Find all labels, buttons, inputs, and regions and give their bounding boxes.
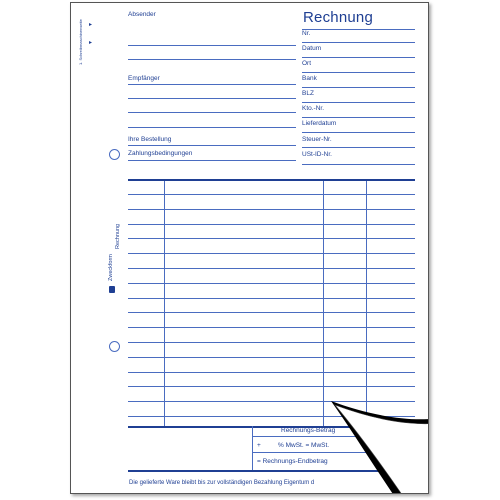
field-steuernr-label: Steuer-Nr. xyxy=(302,136,332,143)
sender-line xyxy=(128,59,296,60)
plus-sign: + xyxy=(257,442,261,449)
field-line xyxy=(302,87,415,88)
field-line xyxy=(302,132,415,133)
order-line xyxy=(128,145,296,146)
payment-line xyxy=(128,160,296,161)
margin-tick-icon: ▸ xyxy=(89,22,93,28)
punch-hole-bottom xyxy=(109,341,120,352)
table-row-line xyxy=(128,194,415,195)
table-column-line xyxy=(323,181,324,426)
field-line xyxy=(302,57,415,58)
field-datum-label: Datum xyxy=(302,45,322,52)
sender-line xyxy=(128,45,296,46)
field-kto-label: Kto.-Nr. xyxy=(302,105,325,112)
margin-tick-icon: ▸ xyxy=(89,40,93,46)
table-row-line xyxy=(128,327,415,328)
table-row-line xyxy=(128,372,415,373)
field-line xyxy=(302,147,415,148)
recipient-label: Empfänger xyxy=(128,75,160,82)
table-row-line xyxy=(128,312,415,313)
margin-side-text: 1. Schreibmaschinenseite xyxy=(78,19,83,65)
title-underline xyxy=(302,29,415,30)
punch-hole-top xyxy=(109,149,120,160)
invoice-form-sheet xyxy=(70,2,429,494)
table-row-line xyxy=(128,386,415,387)
field-nr-label: Nr. xyxy=(302,30,311,37)
page-curl-corner xyxy=(325,395,429,494)
table-top-border xyxy=(128,179,415,181)
items-table xyxy=(128,179,415,426)
field-line xyxy=(302,164,415,165)
sender-label: Absender xyxy=(128,11,156,18)
table-row-line xyxy=(128,209,415,210)
field-lieferdatum-label: Lieferdatum xyxy=(302,120,337,127)
brand-name: Zweckform xyxy=(108,254,114,281)
table-row-line xyxy=(128,298,415,299)
table-row-line xyxy=(128,253,415,254)
side-form-name: Rechnung xyxy=(115,223,121,249)
field-ustid-label: USt-ID-Nr. xyxy=(302,151,332,158)
field-line xyxy=(302,102,415,103)
vat-label: % MwSt. = MwSt. xyxy=(278,442,330,449)
recipient-line xyxy=(128,98,296,99)
field-line xyxy=(302,72,415,73)
field-bank-label: Bank xyxy=(302,75,317,82)
table-row-line xyxy=(128,342,415,343)
payment-label: Zahlungsbedingungen xyxy=(128,150,193,157)
recipient-line xyxy=(128,84,296,85)
field-ort-label: Ort xyxy=(302,60,312,67)
table-row-line xyxy=(128,268,415,269)
recipient-line xyxy=(128,112,296,113)
table-column-line xyxy=(366,181,367,426)
field-line xyxy=(302,42,415,43)
table-row-line xyxy=(128,224,415,225)
totals-left-border xyxy=(252,426,253,471)
order-label: Ihre Bestellung xyxy=(128,136,172,143)
field-line xyxy=(302,117,415,118)
form-title: Rechnung xyxy=(303,9,373,26)
final-amount-label: = Rechnungs-Endbetrag xyxy=(257,458,328,465)
table-row-line xyxy=(128,283,415,284)
field-blz-label: BLZ xyxy=(302,90,314,97)
table-row-line xyxy=(128,238,415,239)
brand-logo-icon xyxy=(109,286,115,293)
recipient-line xyxy=(128,127,296,128)
table-row-line xyxy=(128,357,415,358)
footer-retention-note: Die gelieferte Ware bleibt bis zur vollständigen Bezahlung Eigentum d xyxy=(129,480,315,486)
table-column-line xyxy=(164,181,165,426)
invoice-amount-label: Rechnungs-Betrag xyxy=(281,427,336,434)
